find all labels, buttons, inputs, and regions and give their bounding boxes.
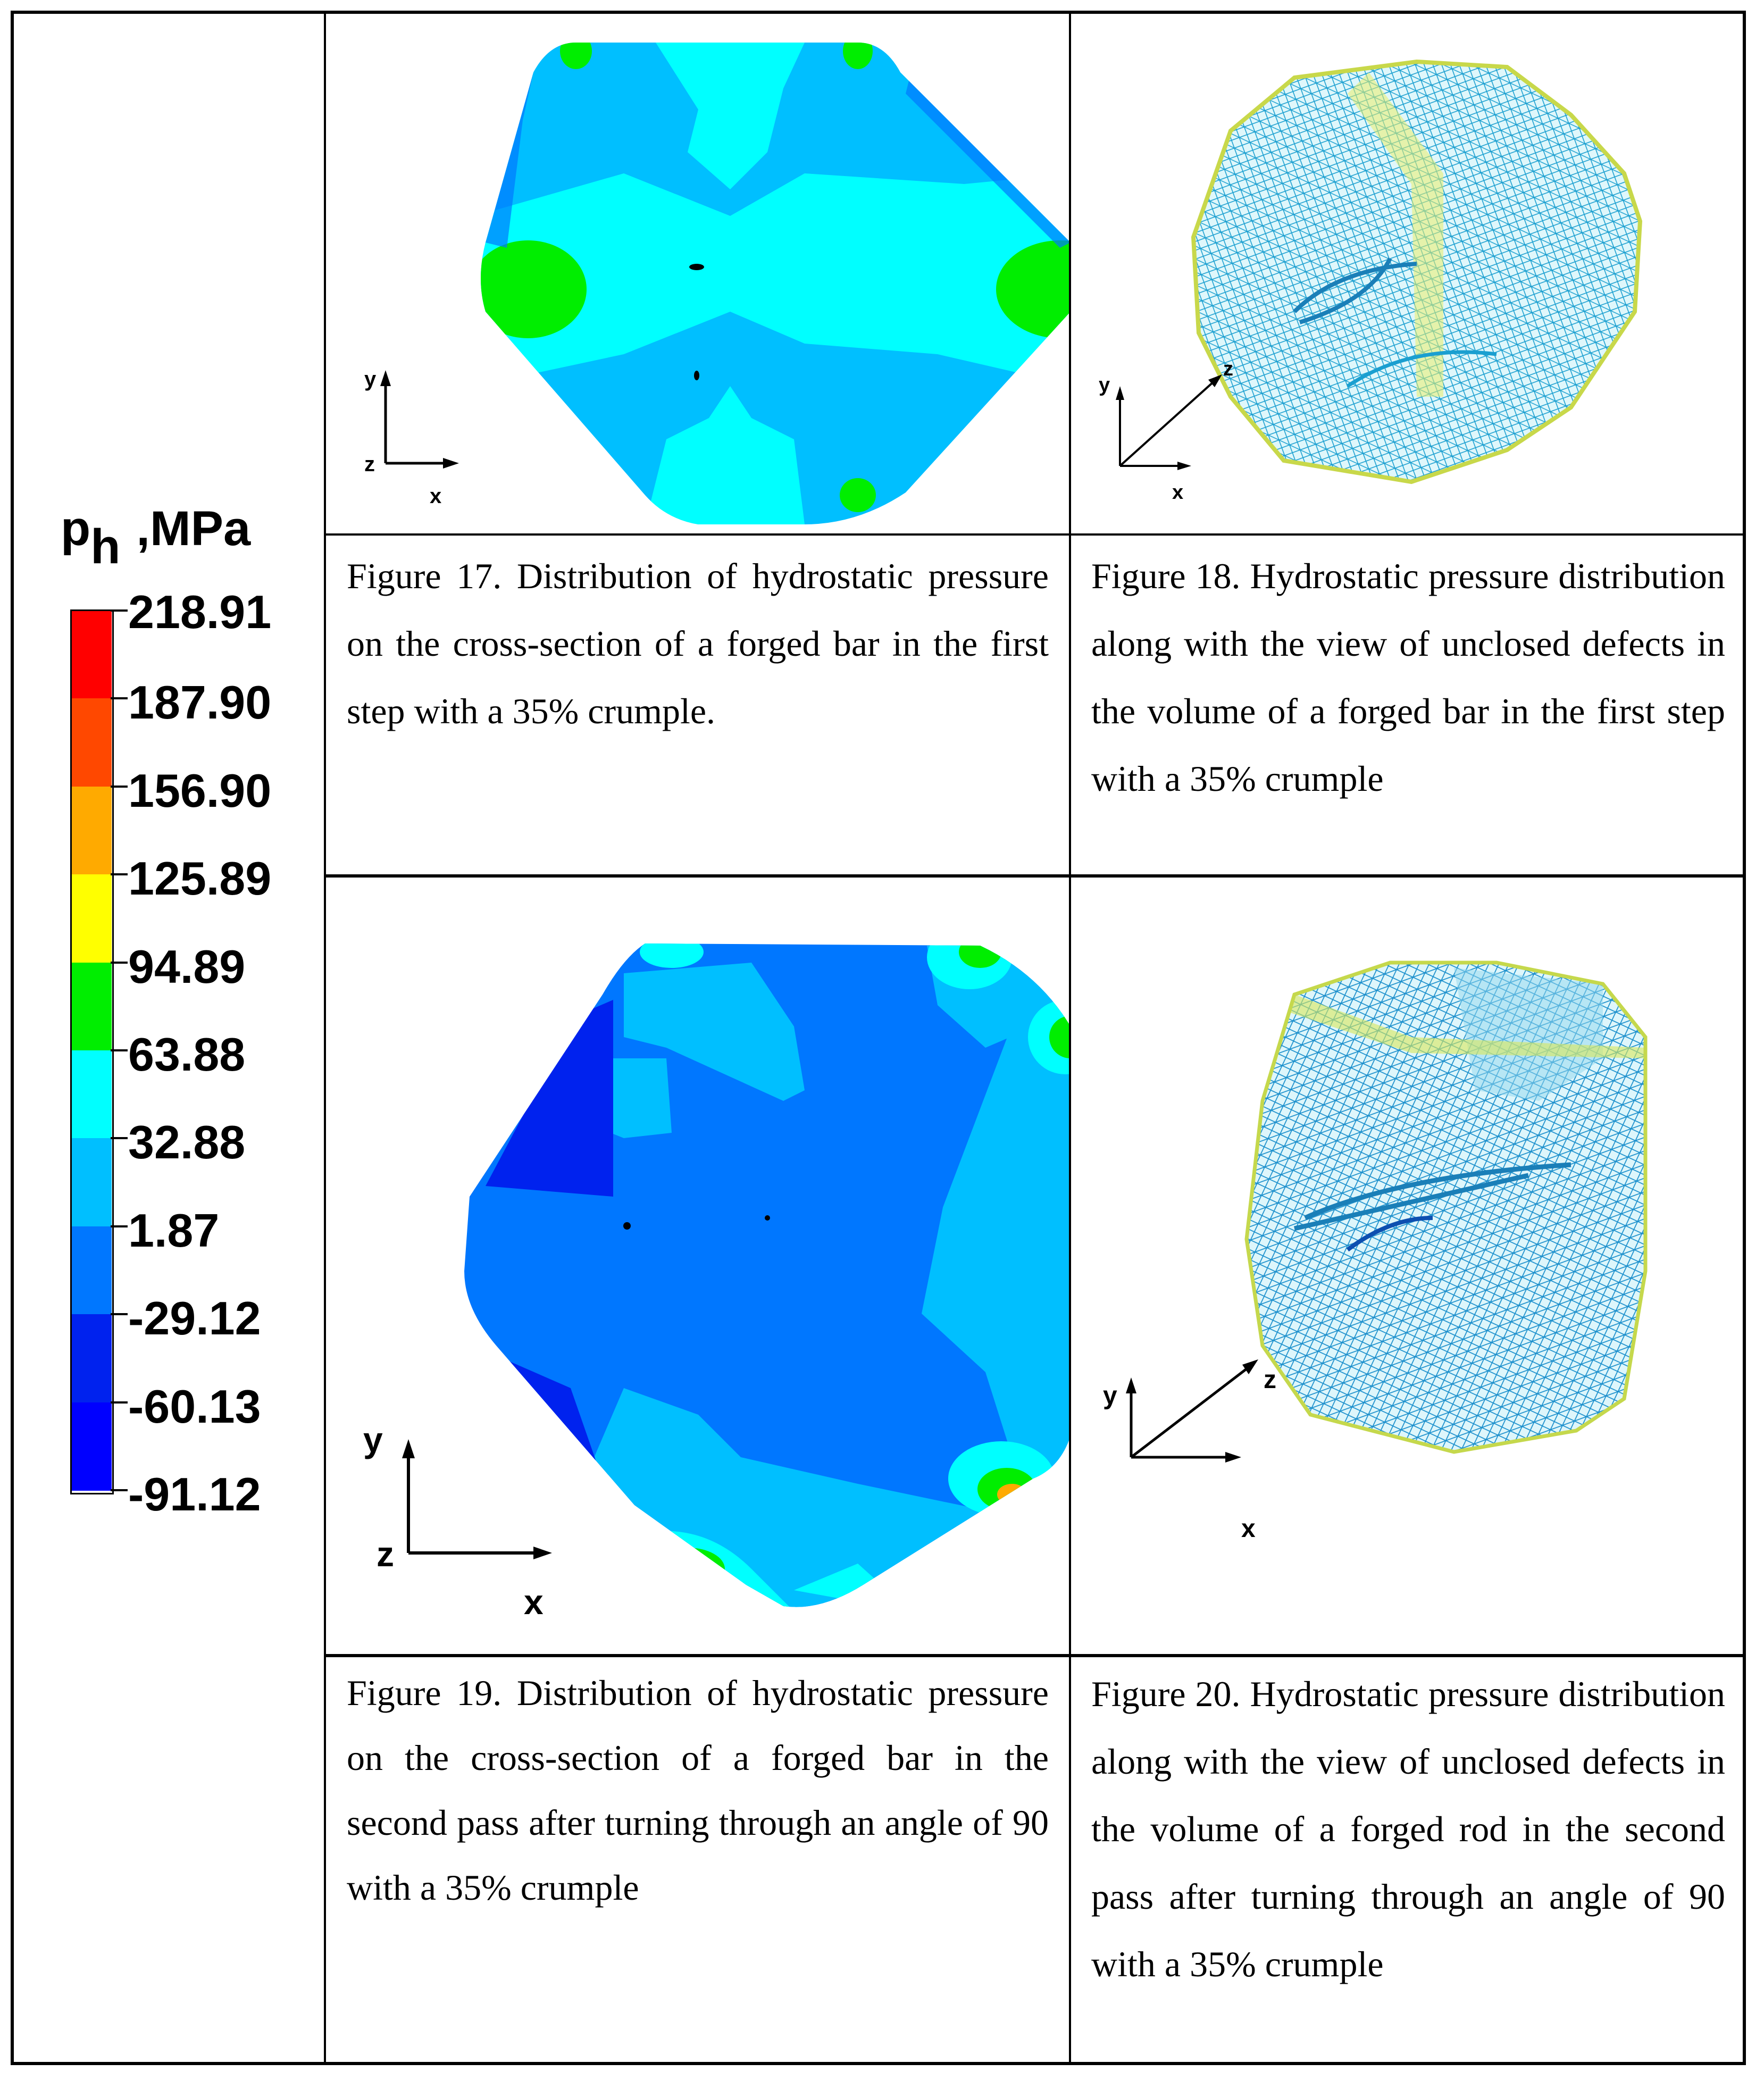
contour-region xyxy=(470,240,587,338)
axis-triad xyxy=(364,367,459,508)
colorbar-tick xyxy=(111,609,128,612)
figure-18-caption: Figure 18. Hydrostatic pressure distribution along with the view of unclosed defects in the volume of a forged bar in the first step with a 35% crumple xyxy=(1091,556,1725,799)
contour-region xyxy=(486,1000,613,1197)
colorbar-label: 156.90 xyxy=(128,764,272,817)
defect-mark xyxy=(765,1215,770,1221)
axis-label-x: x xyxy=(524,1582,544,1622)
figure-17-contour-plot xyxy=(326,14,1069,533)
row-divider xyxy=(324,1654,1746,1657)
legend-title-subscript: h xyxy=(90,520,121,574)
contour-region xyxy=(840,478,876,512)
colorbar-label: 125.89 xyxy=(128,852,272,905)
colorbar-tick xyxy=(111,786,128,788)
contour-region xyxy=(558,478,594,512)
figure-18-image xyxy=(1071,14,1744,533)
axis-label-y: y xyxy=(1099,374,1110,396)
axis-label-y: y xyxy=(364,367,377,391)
figure-19-caption: Figure 19. Distribution of hydrostatic pressure on the cross-section of a forged bar in the second pass after turning through an angle of 90 with a 35% crumple xyxy=(347,1673,1049,1908)
contour-region xyxy=(560,33,592,69)
contour-region xyxy=(640,936,704,968)
colorbar-frame xyxy=(70,609,114,1494)
colorbar-label: 187.90 xyxy=(128,676,272,729)
colorbar-tick xyxy=(111,1049,128,1051)
colorbar-label: 218.91 xyxy=(128,586,272,638)
axis-label-z: z xyxy=(364,453,375,476)
axis-label-x: x xyxy=(1172,481,1184,504)
figure-17-caption: Figure 17. Distribution of hydrostatic pressure on the cross-section of a forged bar in the first step with a 35% crumple. xyxy=(347,556,1049,731)
contour-region xyxy=(650,1548,725,1590)
colorbar-label: 94.89 xyxy=(128,940,246,993)
figure-20-caption: Figure 20. Hydrostatic pressure distribution along with the view of unclosed defects in the volume of a forged rod in the second pass after turning through an angle of 90 with a 35% crumple xyxy=(1091,1674,1725,1984)
colorbar-tick xyxy=(111,1313,128,1315)
colorbar-tick xyxy=(111,1137,128,1139)
colorbar-tick xyxy=(111,1489,128,1491)
colorbar-tick xyxy=(111,1225,128,1227)
axis-label-x: x xyxy=(1241,1515,1256,1543)
colorbar-tick xyxy=(111,1401,128,1404)
figure-18-mesh-plot xyxy=(1071,14,1744,533)
row-divider xyxy=(324,533,1746,536)
colorbar-tick xyxy=(111,873,128,875)
figure-20-mesh-plot xyxy=(1071,878,1744,1654)
figure-19-image xyxy=(326,878,1069,1654)
colorbar-tick xyxy=(111,697,128,699)
figure-19-contour-plot xyxy=(326,878,1069,1654)
axis-label-y: y xyxy=(363,1420,383,1459)
colorbar-label: 63.88 xyxy=(128,1028,246,1081)
contour-region xyxy=(959,936,1001,968)
colorbar-tick xyxy=(111,962,128,964)
legend-title xyxy=(61,501,251,574)
colorbar-label: -91.12 xyxy=(128,1468,261,1521)
axis-label-z: z xyxy=(1223,358,1233,380)
axis-label-z: z xyxy=(377,1534,394,1574)
defect-mark xyxy=(689,264,704,270)
defect-mark xyxy=(623,1222,631,1230)
figure-17-image xyxy=(326,14,1069,533)
contour-region xyxy=(661,1569,693,1590)
axis-triad xyxy=(363,1420,552,1622)
colorbar-label: 32.88 xyxy=(128,1116,246,1169)
legend-title-symbol: p xyxy=(61,502,91,556)
defect-mark xyxy=(694,371,699,380)
axis-label-x: x xyxy=(430,485,442,508)
contour-region xyxy=(997,1484,1027,1505)
axis-triad xyxy=(1103,1359,1276,1543)
legend-title-unit: ,MPa xyxy=(136,502,251,556)
contour-region xyxy=(843,33,873,69)
axis-label-z: z xyxy=(1264,1366,1276,1394)
legend xyxy=(14,14,324,2061)
colorbar-label: 1.87 xyxy=(128,1204,220,1257)
colorbar-label: -29.12 xyxy=(128,1292,261,1345)
axis-label-y: y xyxy=(1103,1382,1117,1410)
figure-20-image xyxy=(1071,878,1744,1654)
axis-triad xyxy=(1099,358,1233,504)
colorbar-label: -60.13 xyxy=(128,1380,261,1433)
